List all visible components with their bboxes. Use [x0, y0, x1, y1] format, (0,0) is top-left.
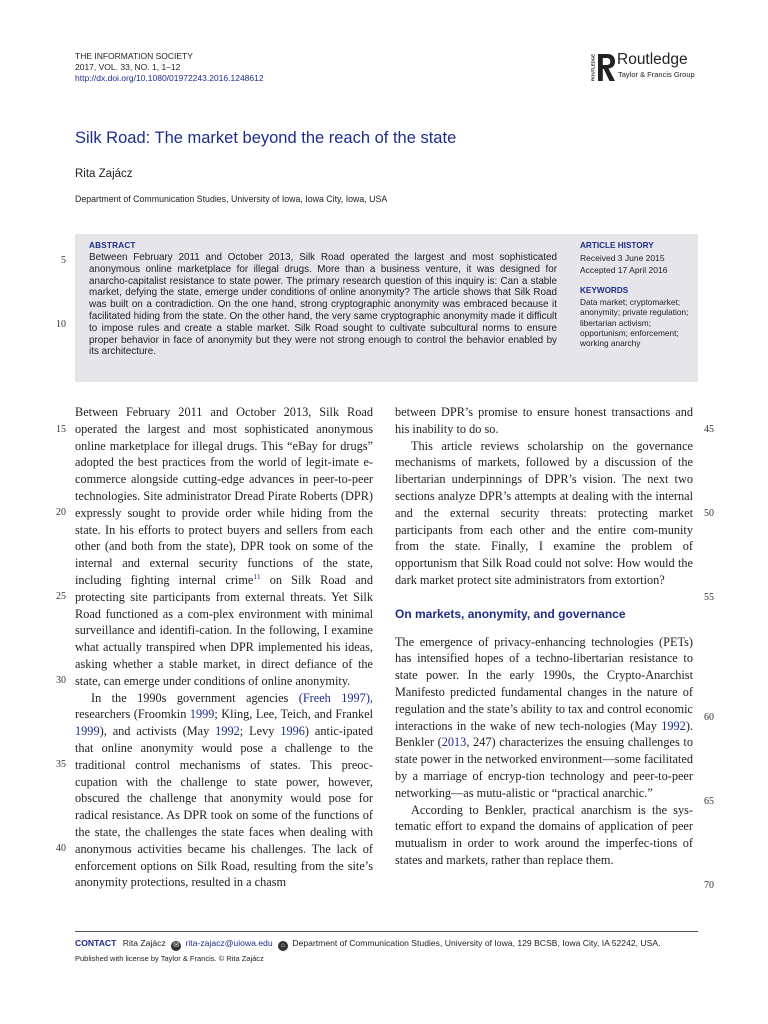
line-number: 55	[704, 592, 714, 603]
contact-email-link[interactable]: rita-zajacz@uiowa.edu	[185, 938, 273, 948]
body-paragraph	[75, 690, 373, 892]
line-number: 70	[704, 880, 714, 891]
keywords-heading: KEYWORDS	[580, 286, 629, 295]
line-number: 30	[56, 675, 66, 686]
line-number: 10	[56, 319, 66, 330]
publisher-logo	[589, 50, 699, 84]
citation-link[interactable]: 1992	[215, 724, 240, 739]
citation-link[interactable]: 2013	[441, 735, 467, 750]
footnote-ref[interactable]: 11	[253, 571, 261, 581]
section-heading: On markets, anonymity, and governance	[395, 606, 626, 621]
line-number: 60	[704, 712, 714, 723]
footer-divider	[75, 931, 698, 932]
body-text: ) antic-ipated that online anonymity would pose a challenge to the traditional control mechanisms of states. This preoc-cupation with the challenge to state power, however, obscured the challenge that anonymity would pose for radical resistance. As DPR took on some of the functions of the state, the challenges the state faces when dealing with anonymous activities became his challenges. The lack of enforcement options on Silk Road, resulting from the site’s anonymity protections, resulted in a chasm	[75, 724, 373, 890]
line-number: 5	[61, 255, 66, 266]
line-number: 35	[56, 759, 66, 770]
address-icon: ⌂	[278, 941, 288, 951]
contact-address: Department of Communication Studies, University of Iowa, 129 BCSB, Iowa City, IA 52242, USA.	[292, 938, 661, 948]
body-column-left	[75, 404, 373, 891]
contact-label: CONTACT	[75, 938, 117, 948]
body-text: , 247) characterizes the ensuing challenges to state power in the networked environment—some facilitated by a marriage of encryp-tion technology and peer-to-peer networking—as mutu-alistic or “practical anarchic.”	[395, 735, 693, 800]
line-number: 65	[704, 796, 714, 807]
line-number: 25	[56, 591, 66, 602]
citation-link[interactable]: 1992	[661, 718, 686, 733]
citation-link[interactable]: 1999	[75, 724, 100, 739]
body-paragraph: between DPR’s promise to ensure honest transactions and his inability to do so.	[395, 405, 693, 436]
body-paragraph	[75, 404, 373, 690]
body-text: In the 1990s government agencies	[91, 690, 299, 705]
email-icon: ✉	[171, 941, 181, 951]
article-history-heading: ARTICLE HISTORY	[580, 241, 654, 250]
publisher-name: Routledge	[617, 51, 688, 68]
body-text: ; Levy	[239, 724, 281, 739]
publisher-vertical-text: ROUTLEDGE	[590, 54, 596, 81]
body-paragraph: This article reviews scholarship on the governance mechanisms of markets, followed by a discussion of the libertarian underpinnings of DPR’s vision. The next two sections analyze DPR’s attempts at dealing with the internal and the external security threats: protecting market participants from each other and the entire com-munity from the state. Finally, I examine the problem of opportunism that Silk Road could not solve: How would the dark market protect site administrators from extortion?	[395, 438, 693, 587]
routledge-logo-icon	[589, 52, 617, 82]
contact-name: Rita Zajácz	[122, 938, 166, 948]
journal-name: THE INFORMATION SOCIETY	[75, 51, 193, 61]
body-text: Between February 2011 and October 2013, Silk Road operated the largest and most sophisticated anonymous online marketplace for illegal drugs. This “eBay for drugs” adopted the best practices from the world of legit-imate e-commerce alongside cutting-edge advances in peer-to-peer technologies. Site administrator Dread Pirate Roberts (DPR) expressly sought to provide order while hiding from the state. In his efforts to protect buyers and sellers from each other (and both from the state), DPR took on some of the internal and external security functions of the state, including fighting internal crime	[75, 405, 373, 587]
publisher-subtitle: Taylor & Francis Group	[618, 70, 695, 79]
author-affiliation: Department of Communication Studies, University of Iowa, Iowa City, Iowa, USA	[75, 194, 388, 204]
contact-line	[75, 938, 660, 951]
body-text: ). Benkler (	[395, 718, 693, 750]
license-note: Published with license by Taylor & Francis. © Rita Zajácz	[75, 954, 264, 963]
doi-link[interactable]: http://dx.doi.org/10.1080/01972243.2016.1248612	[75, 73, 264, 83]
citation-link[interactable]: 1996	[280, 724, 305, 739]
accepted-date: Accepted 17 April 2016	[580, 265, 668, 275]
article-title: Silk Road: The market beyond the reach of the state	[75, 129, 457, 147]
keywords-list: Data market; cryptomarket; anonymity; private regulation; libertarian activism; opportunism; enforcement; working anarchy	[580, 297, 689, 349]
received-date: Received 3 June 2015	[580, 253, 665, 263]
line-number: 45	[704, 424, 714, 435]
citation-link[interactable]: 1999	[189, 707, 215, 722]
journal-header	[75, 51, 264, 84]
journal-citation: 2017, VOL. 33, NO. 1, 1–12	[75, 62, 181, 72]
body-text: The emergence of privacy-enhancing technologies (PETs) has intensified hopes of a techno-libertarian resistance to state power. In the early 1990s, the Crypto-Anarchist Manifesto predicted fundamental changes in the nature of regulation and the state’s ability to tax and control economic interactions in the wake of new tech-nologies (May	[395, 634, 693, 733]
line-number: 50	[704, 508, 714, 519]
abstract-heading: ABSTRACT	[89, 241, 136, 250]
body-text: researchers (Froomkin	[75, 707, 190, 722]
abstract-text: Between February 2011 and October 2013, Silk Road operated the largest and most sophisticated anonymous online marketplace for illegal drugs. More than a business venture, it was designed for anarcho-capitalist resistance to state power. The primary research question of this inquiry is: Can a stable market, defying the state, emerge under conditions of online anonymity? The article shows that Silk Road was built on a contradiction. On the one hand, strong cryptographic anonymity was embraced because it facilitated hiding from the state. On the other hand, the very same cryptographic anonymity made it difficult to impose rules and create a stable market. Silk Road sought to cultivate subcultural norms to ensure proper behavior in face of anonymity but they were not strong enough to control the behavior enabled by its architecture.	[89, 252, 557, 358]
citation-link[interactable]: (Freeh 1997),	[298, 690, 373, 705]
body-text: on Silk Road and protecting site participants from external threats. Yet Silk Road functioned as a com-plex environment with minimal surveillance and identifi-cation. In the following, I examine what actually transpired when DPR implemented his ideas, asking whether a stable market, in direct defiance of the state, can emerge under conditions of online anonymity.	[75, 572, 373, 688]
body-paragraph	[395, 634, 693, 802]
body-paragraph: According to Benkler, practical anarchism is the sys-tematic effort to expand the domains of application of peer mutualism in order to work around the imperfec-tions of states and markets, rather than replace them.	[395, 802, 693, 867]
line-number: 20	[56, 507, 66, 518]
body-text: ), and activists (May	[99, 724, 216, 739]
line-number: 15	[56, 424, 66, 435]
line-number: 40	[56, 843, 66, 854]
body-column-right	[395, 404, 693, 869]
article-author: Rita Zajácz	[75, 168, 133, 180]
body-text: ; Kling, Lee, Teich, and Frankel	[214, 707, 373, 722]
